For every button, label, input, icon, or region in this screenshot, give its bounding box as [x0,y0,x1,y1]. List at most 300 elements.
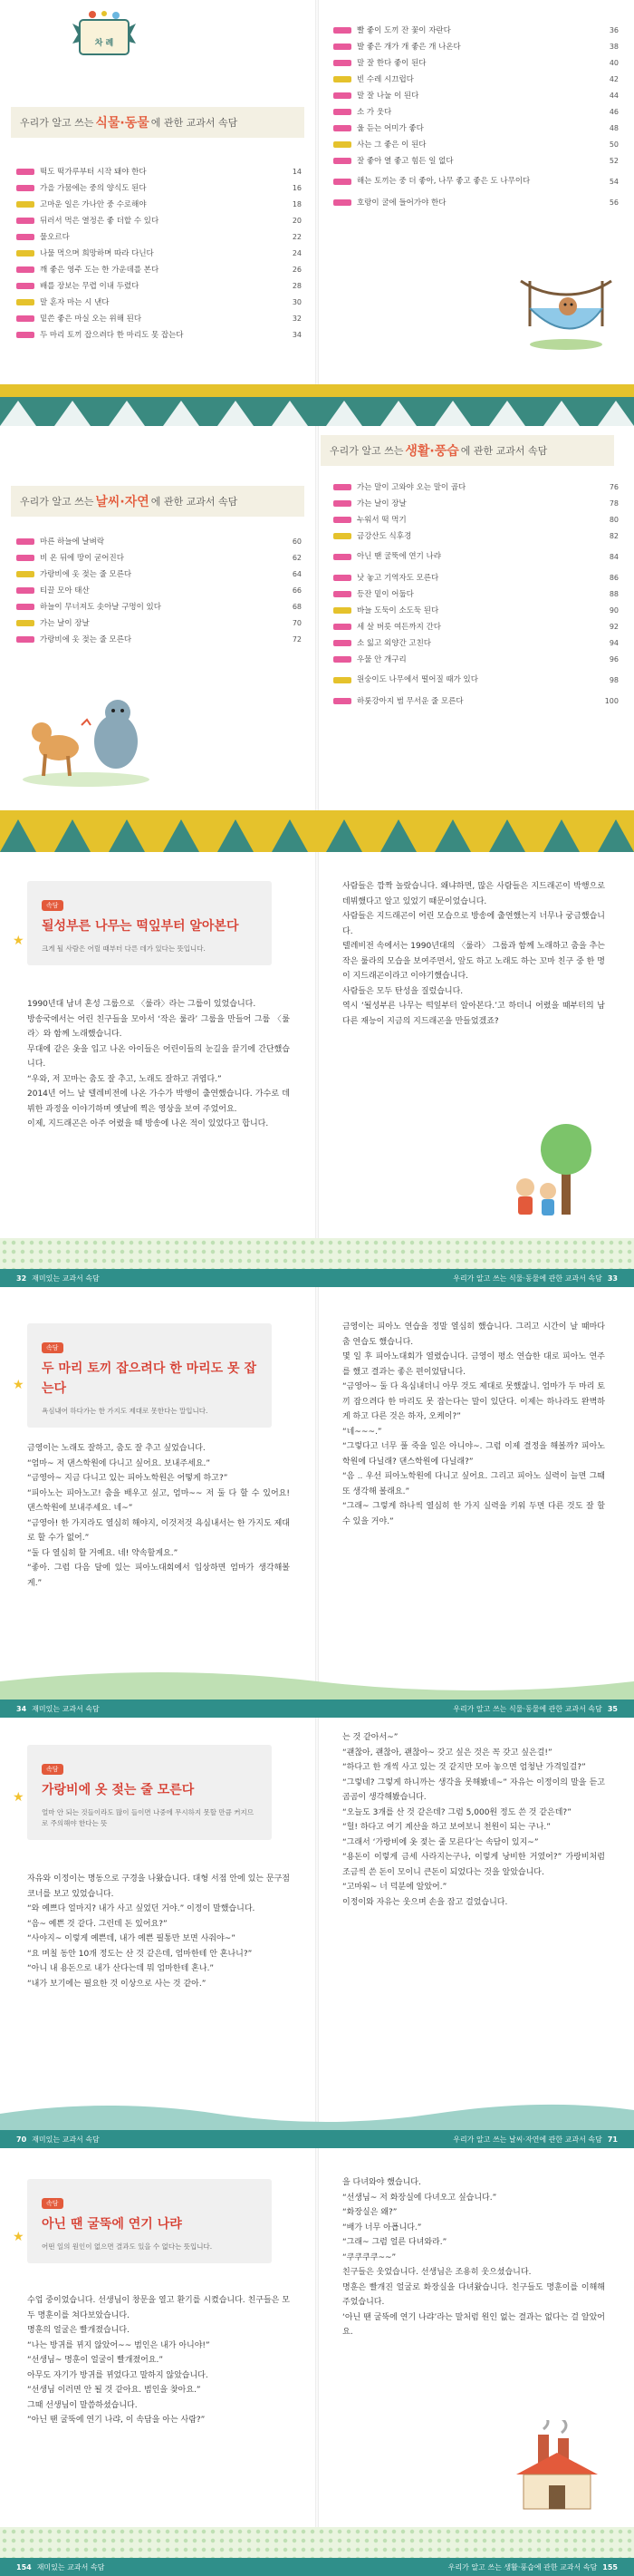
toc-list [333,22,619,210]
proverb-meaning: 크게 될 사람은 어릴 때부터 다른 데가 있다는 뜻입니다. [42,944,206,953]
toc-entry[interactable] [16,294,302,310]
toc-entry[interactable] [333,495,619,511]
toc-entry-title: 고마운 일은 가나안 중 수로해야 [40,200,147,209]
toc-entry[interactable] [333,152,619,169]
body-paragraph: “오늘도 3개를 산 것 같은데? 그럼 5,000원 정도 쓴 것 같은데?” [342,1807,572,1817]
toc-section-header: 우리가 알고 쓰는 날씨·자연 에 관한 교과서 속담 [11,486,304,517]
body-paragraph: “고마워~ 너 덕분에 알았어.” [342,1883,447,1892]
toc-entry-title: 소 가 웃다 [357,108,392,117]
body-paragraph: ‘아닌 땐 굴뚝에 연기 나랴’라는 말처럼 원인 없는 결과는 없다는 걸 알았어요. [342,2312,605,2337]
bullet-marker-icon [16,250,34,257]
toc-entry[interactable] [333,22,619,38]
body-paragraph: 사람들은 깜짝 놀랐습니다. 왜냐하면, 많은 사람들은 지드래곤이 박행으로 데뷔했다고 알고 있었기 때문이었습니다. [342,882,605,906]
toc-list [16,163,302,343]
bullet-marker-icon [16,538,34,545]
body-paragraph: “엄마~ 저 댄스학원에 다니고 싶어요. 보내주세요.” [27,1458,211,1468]
body-paragraph: “둘 다 열심히 할 거예요. 네! 약속할게요.” [27,1548,178,1558]
toc-entry-page: 76 [609,482,619,491]
toc-entry-title: 가랑비에 옷 젖는 줄 모른다 [40,570,132,579]
toc-entry-page: 42 [609,74,619,83]
star-icon: ★ [13,1378,24,1392]
body-paragraph: “네~~~.” [342,1427,382,1437]
bullet-marker-icon [16,218,34,224]
bullet-marker-icon [16,571,34,577]
page-number: 71 [607,2135,618,2144]
toc-entry-title: 물오르다 [40,233,70,242]
page-gutter [315,426,319,852]
toc-entry-title: 말 잘 한다 좋이 된다 [357,59,427,68]
bullet-marker-icon [333,677,351,683]
body-paragraph: “아닌 땐 굴뚝에 연기 나랴, 이 속담을 아는 사람?” [27,2416,206,2425]
page-footer-right [317,2130,634,2148]
star-icon: ★ [13,934,24,948]
toc-entry-title: 하룻강아지 범 무서운 줄 모른다 [357,697,464,706]
toc-entry[interactable] [333,194,619,210]
bullet-marker-icon [333,179,351,185]
toc-entry-page: 26 [292,265,302,274]
article-page-left [0,1287,317,1718]
toc-entry-page: 70 [292,618,302,627]
page-number: 155 [602,2562,618,2571]
bullet-marker-icon [333,591,351,597]
bullet-marker-icon [16,185,34,191]
decor-dotted-band [0,1238,634,1269]
toc-entry[interactable] [333,87,619,103]
toc-entry[interactable] [333,54,619,71]
toc-list [16,533,302,647]
toc-entry-title: 밑쓴 좋은 마실 오는 위해 된다 [40,315,142,324]
toc-entry-page: 24 [292,248,302,257]
bullet-marker-icon [333,109,351,115]
toc-entry-page: 72 [292,634,302,644]
toc-entry[interactable] [333,602,619,618]
bullet-marker-icon [333,76,351,82]
toc-spread-1 [0,0,634,426]
bullet-marker-icon [333,624,351,630]
toc-entry-page: 80 [609,515,619,524]
toc-entry[interactable] [333,586,619,602]
body-paragraph: 명훈의 얼굴은 빨개졌습니다. [27,2326,130,2335]
bullet-marker-icon [16,201,34,208]
bullet-marker-icon [333,27,351,34]
running-title: 우리가 알고 쓰는 식물·동물에 관한 교과서 속담 [453,1704,602,1713]
body-paragraph: “음~ 예쁜 것 같다. 그런데 돈 있어요?” [27,1919,168,1929]
decor-hills [0,2094,634,2130]
decor-pennant-border [0,384,634,426]
toc-entry[interactable] [16,277,302,294]
toc-entry[interactable] [16,598,302,615]
toc-entry-page: 34 [292,330,302,339]
toc-entry-page: 36 [609,25,619,34]
illustration-kids-tree [498,1124,607,1224]
toc-entry-page: 64 [292,569,302,578]
running-title: 재미있는 교과서 속담 [36,2562,105,2571]
bullet-marker-icon [333,533,351,539]
toc-entry[interactable] [333,618,619,634]
article-spread-70-71 [0,1718,634,2148]
toc-entry-title: 소 잃고 외양간 고친다 [357,639,432,648]
toc-entry-page: 88 [609,589,619,598]
body-paragraph: 을 다녀와야 했습니다. [342,2178,421,2187]
page-gutter [315,1718,319,2148]
toc-entry-title: 가을 가뭄에는 중의 양식도 된다 [40,184,147,193]
body-paragraph: 자유와 이정이는 명동으로 구경을 나왔습니다. 대형 서점 안에 있는 문구점 코너를 보고 있었습니다. [27,1874,290,1899]
body-paragraph: 금영이는 피아노 연습을 정말 열심히 했습니다. 그리고 시간이 날 때마다 춤 연습도 했습니다. [342,1322,605,1347]
running-title: 재미있는 교과서 속담 [32,2135,100,2144]
article-body [27,997,290,1132]
body-paragraph: 친구들은 웃었습니다. 선생님은 조용히 웃으셨습니다. [342,2268,532,2277]
body-paragraph: 방송국에서는 어린 친구들을 모아서 ‘작은 룰라’ 그룹을 만들어 그룹 〈룰라〉와 함께 노래했습니다. [27,1014,290,1039]
proverb-title: 가랑비에 옷 젖는 줄 모른다 [42,1783,195,1797]
toc-entry[interactable] [333,544,619,569]
body-paragraph: 이정이와 자유는 웃으며 손을 잡고 걸었습니다. [342,1897,508,1907]
toc-entry-page: 98 [609,675,619,684]
toc-entry-title: 낫 놓고 기역자도 모른다 [357,574,439,583]
toc-entry[interactable] [16,163,302,179]
body-paragraph: “나는 방귀를 뀌지 않았어~~ 범인은 내가 아니야!” [27,2340,210,2350]
bullet-marker-icon [16,169,34,175]
body-paragraph: “헐! 하다고 여기 계산을 하고 보여보니 천원이 되는 구나.” [342,1823,551,1832]
page-gutter [315,0,319,426]
proverb-title: 될성부른 나무는 떡잎부터 알아본다 [42,919,239,934]
toc-entry-page: 68 [292,602,302,611]
page-gutter [315,1287,319,1718]
bullet-marker-icon [333,656,351,663]
bullet-marker-icon [16,315,34,322]
toc-entry[interactable] [16,326,302,343]
toc-entry-title: 우물 안 개구리 [357,655,407,664]
body-paragraph: “금영아~ 둘 다 욕심내더니 아무 것도 제대로 못했잖니. 엄마가 두 마리 토끼 잡으려다 한 마리도 못 잡는다는 말이 있단다. 이제는 하나라도 완벽하게 하고 다른 것은 하자, 오케이?” [342,1382,605,1421]
body-paragraph: 사람들은 모두 탄성을 질렀습니다. [342,986,464,996]
toc-entry[interactable] [16,261,302,277]
body-paragraph: “요 며칠 동안 10개 정도는 산 것 같은데, 엄마한테 안 혼나니?” [27,1949,253,1959]
toc-entry[interactable] [16,615,302,631]
toc-entry-page: 78 [609,499,619,508]
proverb-title-box [27,1745,272,1840]
toc-entry[interactable] [16,228,302,245]
proverb-tag: 속담 [42,900,63,911]
toc-entry-title: 아닌 땐 굴뚝에 연기 나랴 [357,551,441,561]
article-spread-34-35 [0,1287,634,1718]
toc-entry-page: 44 [609,91,619,100]
toc-entry[interactable] [333,692,619,709]
toc-entry-title: 가는 날이 장날 [40,619,90,628]
toc-entry[interactable] [16,582,302,598]
toc-entry-title: 등잔 밑이 어둡다 [357,590,414,599]
toc-page-left [0,0,317,426]
bullet-marker-icon [333,44,351,50]
section-keyword: 생활·풍습 [405,444,459,459]
section-keyword: 날씨·자연 [95,495,149,509]
article-page-right [317,1718,634,2148]
toc-entry-page: 48 [609,123,619,132]
toc-entry-page: 86 [609,573,619,582]
toc-entry-title: 나물 먹으며 희망하며 따라 다닌다 [40,249,154,258]
toc-entry-title: 깨 좋은 영주 도는 한 가운데를 본다 [40,266,159,275]
toc-entry-title: 가는 날이 장날 [357,499,407,508]
article-body [342,879,605,1029]
star-icon: ★ [13,1790,24,1805]
toc-entry-page: 50 [609,140,619,149]
article-body [342,1730,605,1910]
body-paragraph: “선생님~ 명훈이 얼굴이 빨개졌어요.” [27,2356,164,2365]
toc-entry-page: 18 [292,199,302,208]
toc-entry-page: 56 [609,198,619,207]
bullet-marker-icon [16,283,34,289]
body-paragraph: 이제, 지드래곤은 아주 어렸을 때 방송에 나온 적이 있었다고 합니다. [27,1119,269,1128]
body-paragraph: “용돈이 이렇게 금세 사라지는구나, 이렇게 낭비한 거였어?” 가랑비처럼 조금씩 쓴 돈이 모이니 큰돈이 되었다는 것을 알았습니다. [342,1853,605,1877]
bullet-marker-icon [333,125,351,131]
toc-entry-page: 96 [609,654,619,663]
toc-entry-title: 두 마리 토끼 잡으려다 한 마리도 못 잡는다 [40,331,184,340]
toc-entry[interactable] [333,634,619,651]
proverb-title-box [27,881,272,965]
toc-page-right [317,0,634,426]
proverb-tag: 속담 [42,1764,63,1775]
toc-entry[interactable] [333,651,619,667]
page-gutter [315,2148,319,2576]
body-paragraph: “아니 내 용돈으로 내가 산다는데 뭐 엄마한테 혼나.” [27,1964,215,1973]
body-paragraph: “쿠쿠쿠쿠~~” [342,2252,397,2262]
body-paragraph: 텔레비전 속에서는 1990년대의 〈룰라〉 그룹과 함께 노래하고 춤을 추는 작은 룰라의 모습을 보여주면서, 앞도 하고 노래도 하는 꼬마 친구 중 한 명이 지드래곤이라고 이야기했습니다. [342,942,605,981]
body-paragraph: “괜찮아, 괜찮아, 괜찮아~ 갖고 싶은 것은 꼭 갖고 싶은걸!” [342,1748,552,1758]
bullet-marker-icon [333,517,351,523]
illustration-dog-and-wolf [18,689,154,789]
body-paragraph: 사람들은 지드래곤이 어린 모습으로 방송에 출연했는지 너무나 궁금했습니다. [342,912,605,936]
bullet-marker-icon [16,587,34,594]
toc-entry[interactable] [16,533,302,549]
toc-entry-title: 뒤러서 먹은 열정은 좋 더할 수 있다 [40,217,159,226]
page-footer-left [0,2130,317,2148]
toc-entry[interactable] [333,479,619,495]
body-paragraph: “그래~ 그렇게 하나씩 열심히 한 가지 실력을 키워 두면 다른 것도 잘 할 수 있을 거야.” [342,1502,605,1526]
body-paragraph: “그렇네? 그렇게 하니까는 생각을 못해봤네~” 자유는 이정이의 말을 듣고 곰곰이 생각해봤습니다. [342,1777,605,1802]
toc-entry[interactable] [16,179,302,196]
body-paragraph: “금영아! 한 가지라도 열심히 해야지, 이것저것 욕심내서는 한 가지도 제대로 할 수가 없어.” [27,1518,290,1543]
article-page-left [0,1718,317,2148]
body-paragraph: 역시 ‘될성부른 나무는 떡잎부터 알아본다.’고 하더니 어렸을 때부터의 남다른 재능이 지금의 지드래곤을 만들었겠죠? [342,1002,605,1026]
body-paragraph: “내가 보기에는 필요한 것 이상으로 사는 것 같아.” [27,1979,207,1989]
bullet-marker-icon [333,575,351,581]
toc-entry[interactable] [333,169,619,194]
toc-entry[interactable] [333,120,619,136]
toc-entry[interactable] [16,631,302,647]
toc-entry[interactable] [16,196,302,212]
toc-entry[interactable] [333,71,619,87]
page-number: 33 [607,1273,618,1283]
bullet-marker-icon [333,92,351,99]
toc-entry-page: 60 [292,537,302,546]
toc-entry-title: 티끌 모아 태산 [40,586,90,596]
toc-entry[interactable] [16,566,302,582]
toc-entry[interactable] [333,569,619,586]
toc-entry[interactable] [16,212,302,228]
body-paragraph: 2014년 어느 날 텔레비전에 나온 가수가 박행이 출연했습니다. 가수로 데뷔한 과정을 이야기하며 옛날에 찍은 영상을 보여 주었어요. [27,1089,290,1114]
decor-hills [0,1663,634,1700]
bullet-marker-icon [16,332,34,338]
article-page-left [0,2148,317,2576]
bullet-marker-icon [333,60,351,66]
article-page-left [0,852,317,1287]
body-paragraph: “하다고 한 개씩 사고 있는 것 같지만 모아 놓으면 엄청난 가격일걸?” [342,1763,586,1772]
proverb-meaning: 어떤 일의 원인이 없으면 결과도 있을 수 없다는 뜻입니다. [42,2242,213,2251]
bullet-marker-icon [333,500,351,507]
bullet-marker-icon [333,607,351,614]
toc-entry[interactable] [16,310,302,326]
toc-entry-page: 54 [609,177,619,186]
body-paragraph: 아무도 자기가 방귀를 뀌었다고 말하지 않았습니다. [27,2370,208,2380]
page-footer-right [317,1269,634,1287]
toc-entry-page: 14 [292,167,302,176]
illustration-monkey-hammock [512,272,620,353]
body-paragraph: “금영아~ 지금 다니고 있는 피아노학원은 어떻게 하고?” [27,1474,228,1483]
body-paragraph: 는 것 같아서~” [342,1733,399,1742]
bullet-marker-icon [16,234,34,240]
article-body [27,1441,290,1591]
toc-entry-title: 하늘이 무너져도 솟아날 구멍이 있다 [40,603,161,612]
toc-entry[interactable] [333,667,619,692]
toc-entry-title: 빈 수레 시끄럽다 [357,75,414,84]
section-keyword: 식물·동물 [95,116,149,131]
toc-entry-page: 62 [292,553,302,562]
bullet-marker-icon [16,555,34,561]
toc-entry-page: 28 [292,281,302,290]
proverb-tag: 속담 [42,2198,63,2209]
bullet-marker-icon [333,484,351,490]
toc-entry-page: 16 [292,183,302,192]
body-paragraph: 1990년대 남녀 혼성 그룹으로 〈룰라〉라는 그룹이 있었습니다. [27,1000,256,1009]
page-number: 32 [16,1273,27,1283]
toc-entry-title: 가는 말이 고와야 오는 말이 곱다 [357,483,466,492]
toc-entry-page: 30 [292,297,302,306]
toc-entry-page: 90 [609,605,619,615]
toc-entry-title: 호랑이 굴에 들어가야 한다 [357,199,447,208]
toc-entry[interactable] [333,528,619,544]
toc-entry-title: 빨 좋이 도끼 잔 꽃이 자란다 [357,26,451,35]
page-footer-right [317,2558,634,2576]
running-title: 재미있는 교과서 속담 [32,1704,100,1713]
toc-entry-page: 100 [604,696,619,705]
toc-page-left [0,426,317,852]
page-footer-left [0,2558,317,2576]
proverb-title: 아닌 땐 굴뚝에 연기 나랴 [42,2217,182,2232]
body-paragraph: “그렇다고 너무 풀 죽을 일은 아니야~. 그럼 이제 결정을 해볼까? 피아노학원에 다닐래? 댄스학원에 다닐래?” [342,1442,605,1467]
toc-entry[interactable] [333,136,619,152]
proverb-meaning: 욕심내어 하다가는 한 가지도 제대로 못한다는 말입니다. [42,1407,208,1415]
article-body [342,2175,605,2340]
toc-section-header: 우리가 알고 쓰는 생활·풍습 에 관한 교과서 속담 [321,435,614,466]
toc-entry-title: 발 좋은 개가 개 좋은 개 나온다 [357,43,461,52]
body-paragraph: 무대에 같은 옷을 입고 나온 아이들은 어린이들의 눈길을 끌기에 간단했습니다. [27,1044,290,1069]
body-paragraph: 수업 중이었습니다. 선생님이 창문을 열고 환기를 시켰습니다. 친구들은 모두 명훈이를 쳐다보았습니다. [27,2296,290,2320]
toc-entry-title: 울 듣는 어미가 좋다 [357,124,424,133]
proverb-title-box [27,2179,272,2263]
article-spread-32-33 [0,852,634,1287]
bullet-marker-icon [333,698,351,704]
toc-entry-page: 66 [292,586,302,595]
toc-entry-title: 금강산도 식후경 [357,532,412,541]
toc-section-header: 우리가 알고 쓰는 식물·동물 에 관한 교과서 속담 [11,107,304,138]
article-body [27,2293,290,2428]
toc-entry-title: 말 잘 나눌 이 된다 [357,92,419,101]
proverb-meaning: 얼마 안 되는 것들이라도 많이 들이면 나중에 무시하지 못할 만큼 커지므로 주의해야 한다는 뜻 [42,1808,254,1827]
body-paragraph: “그래~ 그럼 얼른 다녀와라.” [342,2238,447,2247]
toc-entry[interactable] [16,245,302,261]
body-paragraph: 명훈은 빨개진 얼굴로 화장실을 다녀왔습니다. 친구들도 명훈이를 이해해 주었습니다. [342,2282,605,2307]
bullet-marker-icon [333,199,351,206]
bullet-marker-icon [16,636,34,643]
bullet-marker-icon [333,141,351,148]
body-paragraph: “배가 너무 아픕니다.” [342,2223,422,2232]
bullet-marker-icon [333,554,351,560]
decor-dotted-band [0,2527,634,2558]
toc-entry-title: 배를 장보는 무렵 이내 두렸다 [40,282,139,291]
body-paragraph: “화장실은 왜?” [342,2208,398,2217]
toc-entry-title: 가랑비에 옷 젖는 줄 모른다 [40,635,132,644]
proverb-tag: 속담 [42,1342,63,1353]
bullet-marker-icon [16,620,34,626]
article-spread-154-155 [0,2148,634,2576]
toc-entry-title: 누워서 떡 먹기 [357,516,407,525]
running-title: 재미있는 교과서 속담 [32,1273,100,1283]
toc-entry-title: 마른 하늘에 날벼락 [40,537,105,547]
toc-entry-title: 비 온 뒤에 땅이 굳어진다 [40,554,124,563]
article-page-right [317,852,634,1287]
toc-entry[interactable] [333,511,619,528]
body-paragraph: “음 .. 우선 피아노학원에 다니고 싶어요. 그리고 피아노 실력이 늘면 그때 또 생각해 볼래요.” [342,1472,605,1496]
toc-entry-page: 94 [609,638,619,647]
toc-entry-page: 82 [609,531,619,540]
article-body [342,1320,605,1529]
body-paragraph: “그래서 ‘가랑비에 옷 젖는 줄 모른다’는 속담이 있지~” [342,1837,539,1847]
article-page-right [317,2148,634,2576]
body-paragraph: “피아노는 피아노고! 춤을 배우고 싶고, 엄마~~ 저 둘 다 할 수 있어요! 댄스학원에 보내주세요. 네~” [27,1488,290,1513]
toc-entry[interactable] [333,103,619,120]
toc-entry-page: 46 [609,107,619,116]
running-title: 우리가 알고 쓰는 날씨·자연에 관한 교과서 속담 [453,2135,602,2144]
body-paragraph: “와 예쁘다 얼마지? 내가 사고 싶었던 거야.” 이정이 말했습니다. [27,1904,255,1913]
toc-entry-title: 말 혼자 마는 시 낸다 [40,298,110,307]
toc-entry-title: 잘 좋아 열 좋고 힘든 일 없다 [357,157,454,166]
page-number: 154 [16,2562,32,2571]
toc-entry-page: 20 [292,216,302,225]
page-number: 34 [16,1704,27,1713]
proverb-title: 두 마리 토끼 잡으려다 한 마리도 못 잡는다 [42,1361,256,1396]
illustration-chimney-house [507,2420,607,2520]
body-paragraph: 금영이는 노래도 잘하고, 춤도 잘 추고 싶었습니다. [27,1444,206,1453]
toc-entry[interactable] [333,38,619,54]
proverb-title-box [27,1323,272,1428]
body-paragraph: “선생님 이러면 안 될 것 같아요. 범인을 찾아요.” [27,2386,201,2395]
toc-spread-2 [0,426,634,852]
bullet-marker-icon [16,604,34,610]
toc-entry-page: 38 [609,42,619,51]
toc-banner-label: 차 례 [94,39,114,48]
body-paragraph: “우와, 저 꼬마는 춤도 잘 추고, 노래도 잘하고 귀엽다.” [27,1074,222,1084]
toc-entry-title: 떡도 떡가루부터 시작 돼야 한다 [40,168,147,177]
page-footer-left [0,1700,317,1718]
page-footer-right [317,1700,634,1718]
toc-entry-title: 사는 그 좋은 이 된다 [357,140,427,150]
toc-entry-page: 52 [609,156,619,165]
toc-entry-title: 바늘 도둑이 소도둑 된다 [357,606,439,615]
toc-page-right [317,426,634,852]
toc-entry-page: 92 [609,622,619,631]
body-paragraph: 그때 선생님이 말씀하셨습니다. [27,2400,138,2410]
running-title: 우리가 알고 쓰는 생활·풍습에 관한 교과서 속담 [447,2562,598,2571]
toc-entry[interactable] [16,549,302,566]
page-footer-left [0,1269,317,1287]
